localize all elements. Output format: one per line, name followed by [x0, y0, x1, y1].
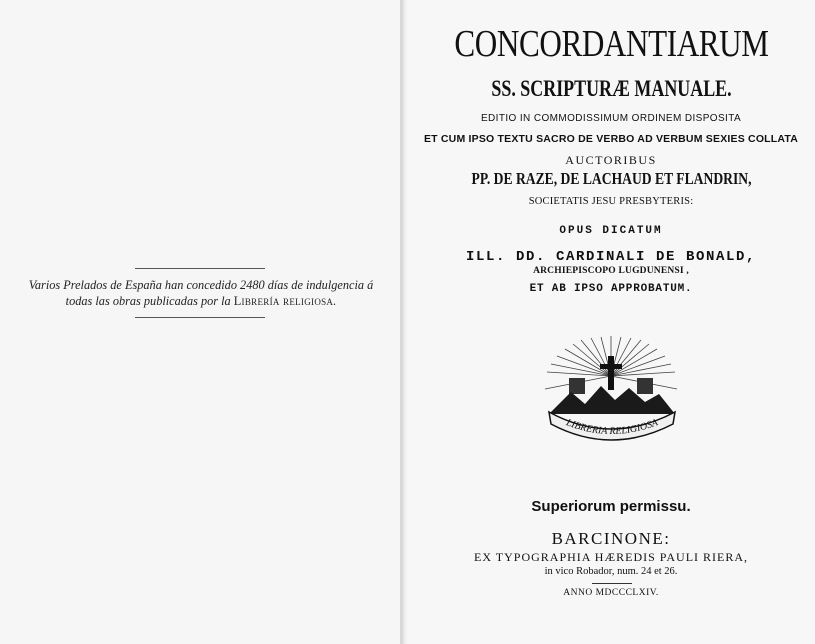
- publisher-seal-icon: [541, 334, 681, 446]
- imprint-rule: [592, 583, 632, 584]
- printer-line: EX TYPOGRAPHIA HÆREDIS PAULI RIERA,: [474, 550, 749, 564]
- auctoribus-line: AUCTORIBUS: [565, 153, 657, 167]
- cardinal-line: ILL. DD. CARDINALI DE BONALD,: [465, 249, 757, 265]
- indulgence-note: [0, 268, 400, 318]
- note-line2-prefix: todas las obras publicadas por la: [65, 294, 234, 308]
- publisher-name: Librería religiosa: [233, 294, 334, 308]
- book-subtitle: SS. SCRIPTURÆ MANUALE.: [490, 76, 732, 101]
- note-line1: Varios Prelados de España han concedido 2480 días de indulgencia á: [28, 278, 374, 292]
- address-line: in vico Robador, num. 24 et 26.: [544, 566, 678, 577]
- dedication-line: OPUS DICATUM: [559, 225, 663, 237]
- title-page: [407, 0, 815, 644]
- top-rule: [135, 268, 265, 269]
- city-line: BARCINONE:: [551, 529, 671, 548]
- indulgence-text: [22, 277, 380, 309]
- left-page: [0, 0, 401, 644]
- bottom-rule: [135, 317, 265, 318]
- societatis-line: SOCIETATIS JESU PRESBYTERIS:: [528, 196, 694, 207]
- note-line2-suffix: .: [333, 294, 337, 308]
- permission-line: Superiorum permissu.: [531, 498, 691, 515]
- editio-line: EDITIO IN COMMODISSIMUM ORDINEM DISPOSITA: [480, 113, 742, 124]
- year-line: ANNO MDCCCLXIV.: [563, 588, 659, 598]
- collata-line: ET CUM IPSO TEXTU SACRO DE VERBO AD VERBUM SEXIES COLLATA: [423, 133, 799, 145]
- authors-line: PP. DE RAZE, DE LACHAUD ET FLANDRIN,: [471, 169, 752, 188]
- archbishop-line: ARCHIEPISCOPO LUGDUNENSI ,: [533, 266, 689, 276]
- seal-banner-text: LIBRERIA RELIGIOSA: [564, 417, 659, 438]
- approbation-line: ET AB IPSO APPROBATUM.: [529, 283, 693, 295]
- book-title: CONCORDANTIARUM: [453, 23, 769, 65]
